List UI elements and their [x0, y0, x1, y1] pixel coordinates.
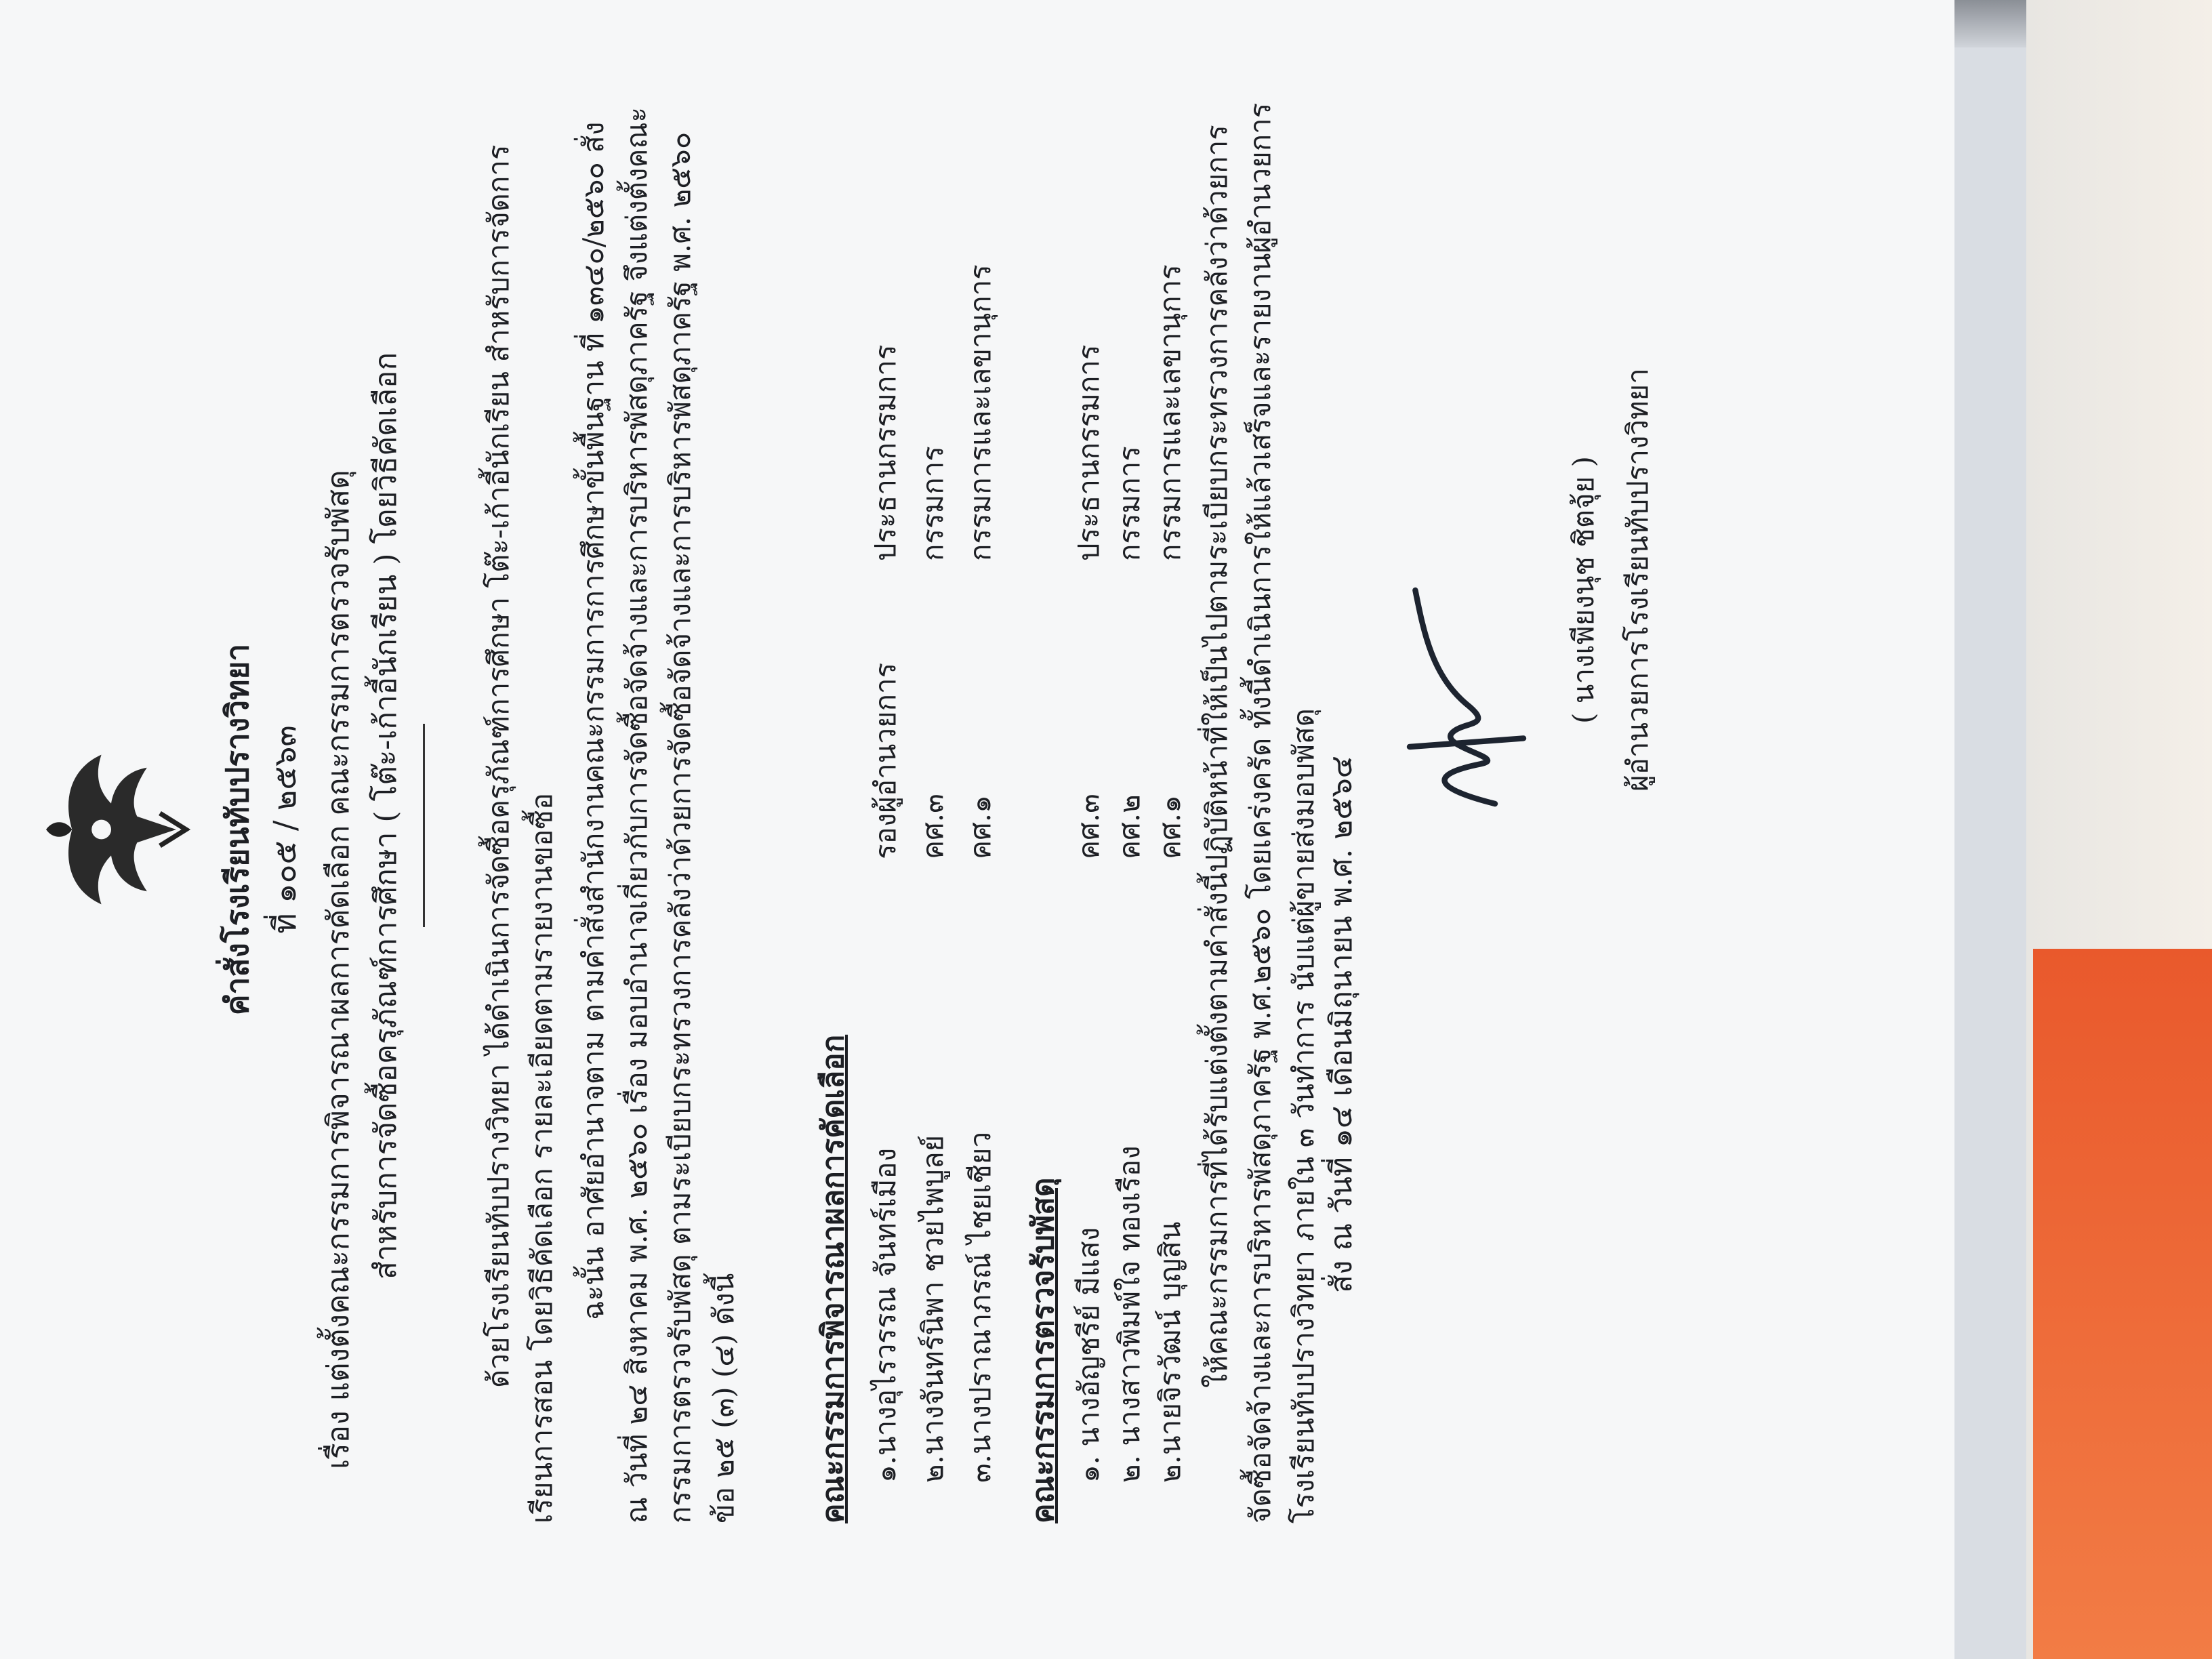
member-position: คศ.๓ [916, 794, 949, 859]
member-role: กรรมการและเลขานุการ [1153, 264, 1187, 561]
orange-card [2033, 949, 2212, 1659]
member-role: ประธานกรรมการ [869, 344, 902, 561]
committee-member [1067, 0, 1107, 1659]
member-position: คศ.๑ [1153, 795, 1187, 859]
subject-line-continued: สำหรับการจัดซื้อครุภัณฑ์การศึกษา ( โต๊ะ-เก้าอี้นักเรียน ) โดยวิธีคัดเลือก [369, 352, 403, 1279]
member-role: กรรมการ [916, 446, 949, 561]
committee-member [911, 0, 951, 1659]
authority-paragraph: ฉะนั้น อาศัยอำนาจตาม ตามคำสั่งสำนักงานคณะกรรมการการศึกษาขั้นพื้นฐาน ที่ ๑๓๔๐/๒๕๖๐ สั่ง ณ วันที่ ๒๔ สิงหาคม พ.ศ. ๒๕๖๐ เรื่อง มอบอำนาจเกี่ยวกับการจัดซื้อจัดจ้างและการบริหารพัสดุภาครัฐ จึงแต่งตั้งคณะกรรมการตรวจรับพัสดุ ตามระเบียบกระทรวงการคลังว่าด้วยการจัดซื้อจัดจ้างและการบริหารพัสดุภาครัฐ พ.ศ. ๒๕๖๐ ข้อ ๒๕ (๓) (๔) ดังนี้ [577, 106, 740, 1523]
duties-paragraph: ให้คณะกรรมการที่ได้รับแต่งตั้งตามคำสั่งนี้ปฏิบัติหน้าที่ให้เป็นไปตามระเบียบกระทรวงการคลังว่าด้วยการจัดซื้อจัดจ้างและการบริหารพัสดุภาครัฐ พ.ศ.๒๕๖๐ โดยเคร่งครัด ทั้งนี้ดำเนินการให้แล้วเสร็จและรายงานผู้อำนวยการโรงเรียนทับปรางวิทยา ภายใน ๓ วันทำการ นับแต่ผู้ขายส่งมอบพัสดุ [1200, 102, 1320, 1523]
member-name: ๒.นางจันทร์นิพา ชวยไพบูลย์ [916, 1134, 949, 1483]
member-position: รองผู้อำนวยการ [869, 662, 902, 859]
member-name: ๒. นางสาวพิมพ์ใจ ทองเรือง [1113, 1145, 1146, 1483]
member-position: คศ.๑ [964, 795, 997, 859]
garuda-emblem-icon [30, 748, 192, 911]
member-name: ๑.นางอุไรวรรณ จันทร์เมือง [869, 1147, 902, 1483]
committee-member [1107, 0, 1148, 1659]
committee-selection-title: คณะกรรมการพิจารณาผลการคัดเลือก [816, 1034, 851, 1523]
member-name: ๑. นางอัญชรีย์ มีแสง [1072, 1227, 1105, 1483]
member-position: คศ.๓ [1072, 794, 1105, 859]
committee-member [958, 0, 999, 1659]
signer-name: ( นางเพียงนุช ชิตจุ้ย ) [1567, 455, 1600, 724]
member-name: ๒.นายจิรวัฒน์ บุญสิน [1153, 1221, 1187, 1483]
member-role: กรรมการ [1113, 446, 1146, 561]
member-role: ประธานกรรมการ [1072, 344, 1105, 561]
signer-title: ผู้อำนวยการโรงเรียนทับปรางวิทยา [1621, 368, 1654, 792]
member-position: คศ.๒ [1113, 794, 1146, 859]
committee-member [1148, 0, 1189, 1659]
issue-date: สั่ง ณ วันที่ ๑๔ เดือนมิถุนายน พ.ศ. ๒๕๖๔ [1324, 756, 1359, 1293]
order-title: คำสั่งโรงเรียนทับปรางวิทยา [219, 643, 255, 1016]
committee-member [863, 0, 904, 1659]
divider [423, 724, 425, 927]
subject-line: เรื่อง แต่งตั้งคณะกรรมการพิจารณาผลการคัดเลือก คณะกรรมการตรวจรับพัสดุ [321, 470, 356, 1469]
intro-paragraph: ด้วยโรงเรียนทับปรางวิทยา ได้ดำเนินการจัดซื้อครุภัณฑ์การศึกษา โต๊ะ-เก้าอี้นักเรียน สำหรับการจัดการเรียนการสอน โดยวิธีคัดเลือก รายละเอียดตามรายงานขอซื้อ [482, 144, 558, 1523]
member-role: กรรมการและเลขานุการ [964, 264, 997, 561]
order-number: ที่ ๑๐๕ / ๒๕๖๓ [266, 725, 303, 934]
committee-inspection-title: คณะกรรมการตรวจรับพัสดุ [1026, 1177, 1061, 1523]
member-name: ๓.นางปราณาภรณ์ ไชยเชียว [964, 1131, 997, 1483]
signature-icon [1378, 548, 1555, 832]
